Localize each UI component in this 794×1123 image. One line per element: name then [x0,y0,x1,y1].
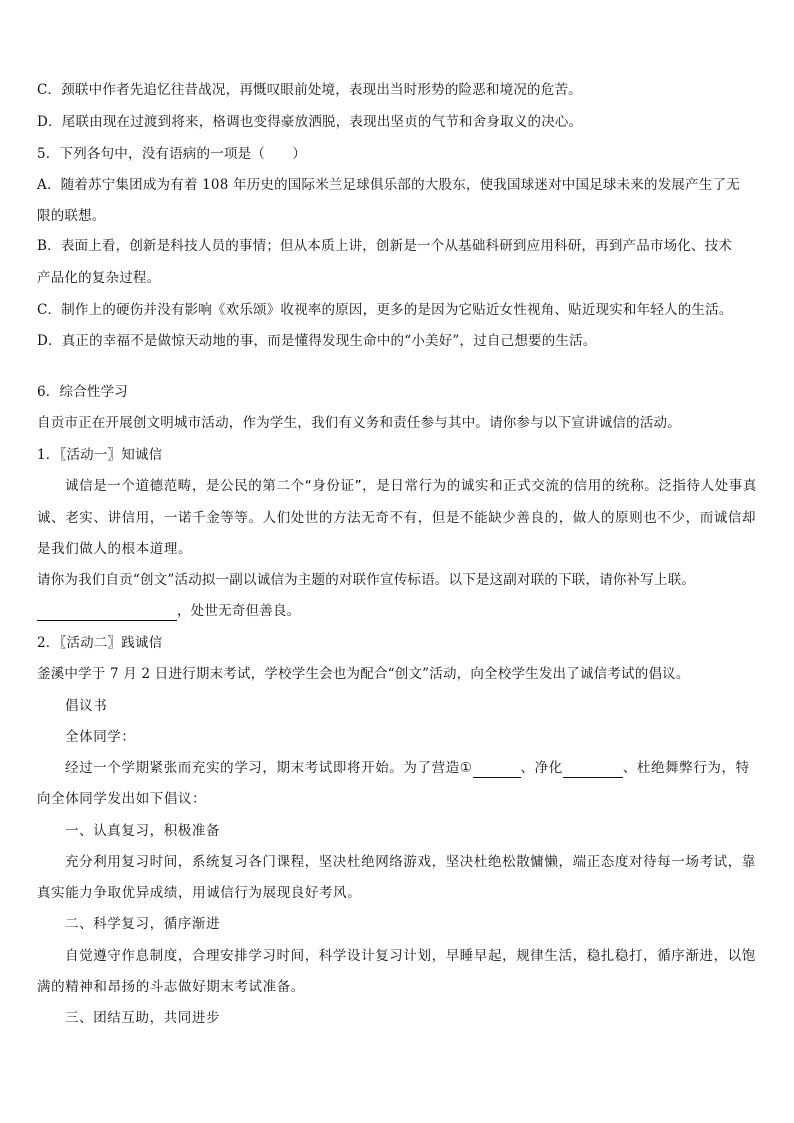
proposal-paragraph-part3: 、杜绝舞弊行为，特 [622,760,750,776]
q5-option-b-line2: 产品化的复杂过程。 [37,270,161,286]
activity1-task: 请你为我们自贡“创文”活动拟一副以诚信为主题的对联作宣传标语。以下是这副对联的下联，请你补写上联。 [37,572,696,588]
q6-title: 6．综合性学习 [37,384,128,400]
couplet-first-line-blank[interactable] [37,605,177,621]
activity1-paragraph-line3: 是我们做人的根本道理。 [37,541,193,557]
activity1-paragraph-line2: 诚、老实、讲信用，一诺千金等等。人们处世的方法无奇不有，但是不能缺少善良的，做人的原则也不少，而诚信却 [37,510,757,526]
proposal-paragraph-line2: 向全体同学发出如下倡议： [37,791,207,807]
activity1-title: 1．〖活动一〗知诚信 [37,447,163,463]
proposal-paragraph-part1: 经过一个学期紧张而充实的学习，期末考试即将开始。为了营造① [65,760,473,776]
item1-text-line2: 真实能力争取优异成绩，用诚信行为展现良好考风。 [37,885,362,901]
blank-1[interactable] [473,762,521,778]
q5-stem: 5．下列各句中，没有语病的一项是（ ） [37,146,307,162]
item1-title: 一、认真复习，积极准备 [65,823,221,839]
proposal-greeting: 全体同学： [65,729,136,745]
item2-text-line2: 满的精神和昂扬的斗志做好期末考试准备。 [37,979,305,995]
q5-option-d: D．真正的幸福不是做惊天动地的事，而是懂得发现生命中的“小美好”，过自己想要的生活。 [37,333,597,349]
activity2-title: 2．〖活动二〗践诚信 [37,635,163,651]
q4-option-c: C．颈联中作者先追忆往昔战况，再慨叹眼前处境，表现出当时形势的险恶和境况的危苦。 [37,82,582,98]
q4-option-d: D．尾联由现在过渡到将来，格调也变得豪放洒脱，表现出坚贞的气节和舍身取义的决心。 [37,114,583,130]
activity1-paragraph-line1: 诚信是一个道德范畴，是公民的第二个“身份证”，是日常行为的诚实和正式交流的信用的统称。泛指待人处事真 [65,478,757,494]
couplet-answer-line [37,601,755,621]
q5-option-a-line2: 限的联想。 [37,208,106,224]
q5-option-c: C．制作上的硬伤并没有影响《欢乐颂》收视率的原因，更多的是因为它贴近女性视角、贴近现实和年轻人的生活。 [37,302,733,318]
item2-text-line1: 自觉遵守作息制度，合理安排学习时间，科学设计复习计划，早睡早起，规律生活，稳扎稳打，循序渐进，以饱 [65,948,756,964]
q6-intro: 自贡市正在开展创文明城市活动，作为学生，我们有义务和责任参与其中。请你参与以下宣讲诚信的活动。 [37,415,681,431]
couplet-second-line: ，处世无奇但善良。 [177,603,301,619]
blank-2[interactable] [563,762,623,778]
q5-option-a-line1: A．随着苏宁集团成为有着 108 年历史的国际米兰足球俱乐部的大股东，使我国球迷对中国足球未来的发展产生了无 [37,177,740,193]
item1-text-line1: 充分利用复习时间，系统复习各门课程，坚决杜绝网络游戏，坚决杜绝松散慵懒，端正态度对待每一场考试，靠 [65,854,756,870]
proposal-title: 倡议书 [65,698,108,714]
proposal-paragraph-line1 [65,758,755,778]
item2-title: 二、科学复习，循序渐进 [65,916,221,932]
activity2-intro: 釜溪中学于 7 月 2 日进行期末考试，学校学生会也为配合“创文”活动，向全校学生发出了诚信考试的倡议。 [37,666,690,682]
proposal-paragraph-part2: 、净化 [520,760,563,776]
q5-option-b-line1: B．表面上看，创新是科技人员的事情；但从本质上讲，创新是一个从基础科研到应用科研，再到产品市场化、技术 [37,238,733,254]
item3-title: 三、团结互助，共同进步 [65,1010,221,1026]
